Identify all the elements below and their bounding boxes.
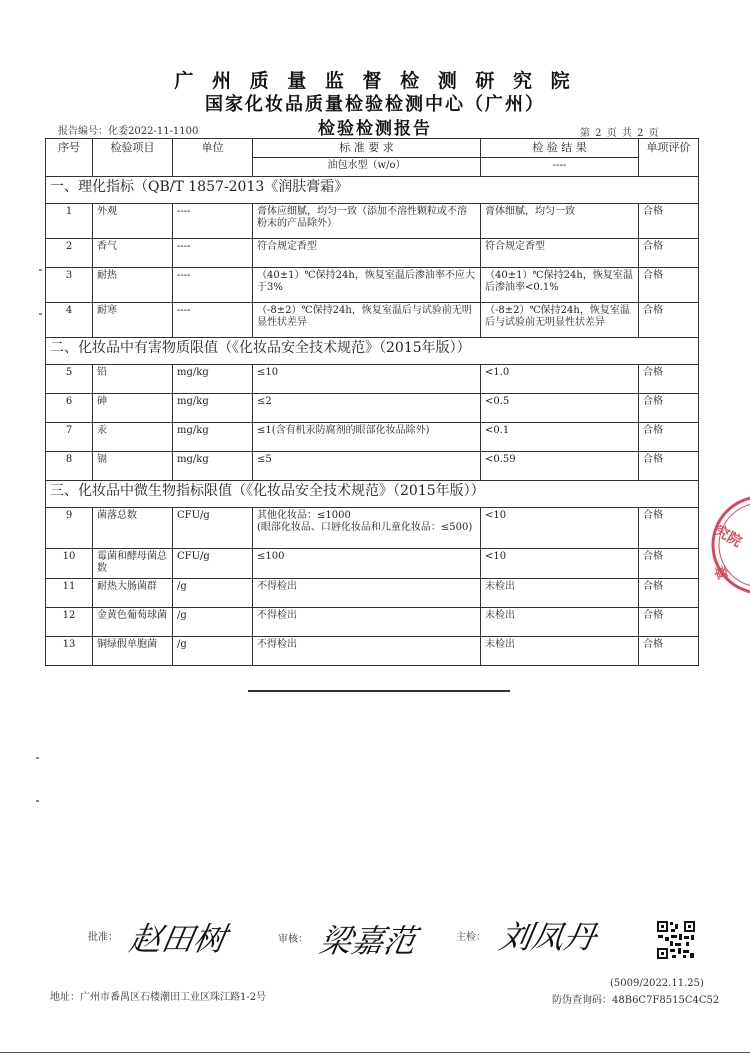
row-result: （-8±2）℃保持24h，恢复室温后与试验前无明显性状差异 [481,302,639,337]
address: 地址：广州市番禺区石楼潮田工业区珠江路1-2号 [50,992,267,1003]
scan-mark [39,269,42,271]
row-result: （40±1）℃保持24h，恢复室温后渗油率<0.1% [481,267,639,302]
row-standard: ≤5 [253,451,481,480]
row-unit: /g [173,636,253,665]
main-inspector-signature: 刘凤丹 [496,918,600,956]
row-standard: 膏体应细腻，均匀一致（添加不溶性颗粒或不溶粉末的产品除外） [253,203,481,238]
row-result: 膏体细腻，均匀一致 [481,203,639,238]
qr-code-icon [656,920,696,960]
row-standard: 不得检出 [253,578,481,607]
row-result: <0.5 [481,393,639,422]
row-evaluation: 合格 [639,507,699,548]
version-number: (5009/2022.11.25) [610,978,704,989]
report-number: 报告编号：化委2022-11-1100 [58,126,199,137]
row-result: <10 [481,548,639,578]
scan-mark [39,313,42,315]
row-unit: CFU/g [173,507,253,548]
section-title: 一、理化指标（QB/T 1857-2013《润肤膏霜》 [46,176,699,203]
row-standard: 不得检出 [253,636,481,665]
row-result: 符合规定香型 [481,238,639,267]
row-evaluation: 合格 [639,422,699,451]
table-row [46,364,699,393]
row-unit: mg/kg [173,451,253,480]
end-rule [248,690,510,692]
row-number: 7 [46,422,93,451]
table-row [46,636,699,665]
row-result: 未检出 [481,607,639,636]
table-row [46,422,699,451]
row-number: 10 [46,548,93,578]
official-seal [706,490,750,600]
row-unit: ---- [173,302,253,337]
results-table [45,138,699,666]
table-row [46,607,699,636]
row-standard: ≤2 [253,393,481,422]
row-evaluation: 合格 [639,451,699,480]
row-evaluation: 合格 [639,302,699,337]
institute-name: 广 州 质 量 监 督 检 测 研 究 院 [174,70,576,92]
table-row [46,267,699,302]
approve-signature: 赵田树 [126,920,230,958]
row-evaluation: 合格 [639,548,699,578]
page-indicator: 第 2 页 共 2 页 [580,128,659,139]
anti-fake-code: 防伪查询码：48B6C7F8515C4C52 [552,995,720,1006]
row-unit: mg/kg [173,393,253,422]
row-item: 耐热大肠菌群 [93,578,173,607]
row-item: 汞 [93,422,173,451]
row-item: 外观 [93,203,173,238]
row-number: 8 [46,451,93,480]
table-row [46,393,699,422]
row-standard: （40±1）℃保持24h，恢复室温后渗油率不应大于3% [253,267,481,302]
row-number: 5 [46,364,93,393]
page-edge-line [0,1052,750,1053]
row-result: 未检出 [481,636,639,665]
row-item: 耐寒 [93,302,173,337]
table-row [46,507,699,548]
row-number: 4 [46,302,93,337]
row-unit: mg/kg [173,422,253,451]
row-evaluation: 合格 [639,364,699,393]
row-result: <0.59 [481,451,639,480]
row-standard: ≤10 [253,364,481,393]
row-evaluation: 合格 [639,636,699,665]
header-no: 序号 [46,139,93,177]
row-evaluation: 合格 [639,578,699,607]
row-evaluation: 合格 [639,238,699,267]
table-row [46,238,699,267]
scan-mark [36,757,39,759]
row-unit: mg/kg [173,364,253,393]
row-item: 菌落总数 [93,507,173,548]
row-item: 香气 [93,238,173,267]
row-result: 未检出 [481,578,639,607]
review-label: 审核： [278,934,308,945]
table-row [46,548,699,578]
row-number: 9 [46,507,93,548]
row-standard: （-8±2）℃保持24h，恢复室温后与试验前无明显性状差异 [253,302,481,337]
table-row [46,578,699,607]
row-unit: ---- [173,238,253,267]
header-unit: 单位 [173,139,253,177]
header-evaluation: 单项评价 [639,139,699,177]
row-unit: ---- [173,267,253,302]
row-standard: 其他化妆品：≤1000 (眼部化妆品、口唇化妆品和儿童化妆品：≤500) [253,507,481,548]
row-unit: /g [173,607,253,636]
review-signature: 梁嘉范 [316,922,420,960]
row-item: 铅 [93,364,173,393]
section-title: 二、化妆品中有害物质限值（《化妆品安全技术规范》（2015年版）） [46,337,699,364]
row-unit: ---- [173,203,253,238]
row-unit: /g [173,578,253,607]
row-number: 12 [46,607,93,636]
table-row [46,203,699,238]
row-number: 11 [46,578,93,607]
header-result-sub: ---- [481,157,639,176]
row-item: 砷 [93,393,173,422]
row-item: 铜绿假单胞菌 [93,636,173,665]
report-title: 检验检测报告 [318,119,432,139]
table-row [46,302,699,337]
row-standard: 符合规定香型 [253,238,481,267]
svg-text:究院: 究院 [711,522,745,551]
row-result: <0.1 [481,422,639,451]
row-number: 13 [46,636,93,665]
row-number: 1 [46,203,93,238]
svg-text:章: 章 [710,564,730,582]
row-standard: ≤100 [253,548,481,578]
header-result: 检 验 结 果 [481,139,639,158]
row-item: 金黄色葡萄球菌 [93,607,173,636]
row-result: <10 [481,507,639,548]
row-item: 镉 [93,451,173,480]
row-item: 霉菌和酵母菌总数 [93,548,173,578]
section-title: 三、化妆品中微生物指标限值（《化妆品安全技术规范》（2015年版）） [46,480,699,507]
row-item: 耐热 [93,267,173,302]
row-result: <1.0 [481,364,639,393]
table-row [46,451,699,480]
row-evaluation: 合格 [639,393,699,422]
row-number: 3 [46,267,93,302]
row-unit: CFU/g [173,548,253,578]
header-standard: 标 准 要 求 [253,139,481,158]
row-standard: ≤1(含有机汞防腐剂的眼部化妆品除外) [253,422,481,451]
row-evaluation: 合格 [639,203,699,238]
scan-mark [36,800,39,802]
row-number: 2 [46,238,93,267]
header-item: 检验项目 [93,139,173,177]
main-inspector-label: 主检： [456,932,486,943]
header-standard-sub: 油包水型（w/o） [253,157,481,176]
row-evaluation: 合格 [639,267,699,302]
center-name: 国家化妆品质量检验检测中心（广州） [205,94,545,115]
row-evaluation: 合格 [639,607,699,636]
row-number: 6 [46,393,93,422]
approve-label: 批准： [88,932,118,943]
row-standard: 不得检出 [253,607,481,636]
